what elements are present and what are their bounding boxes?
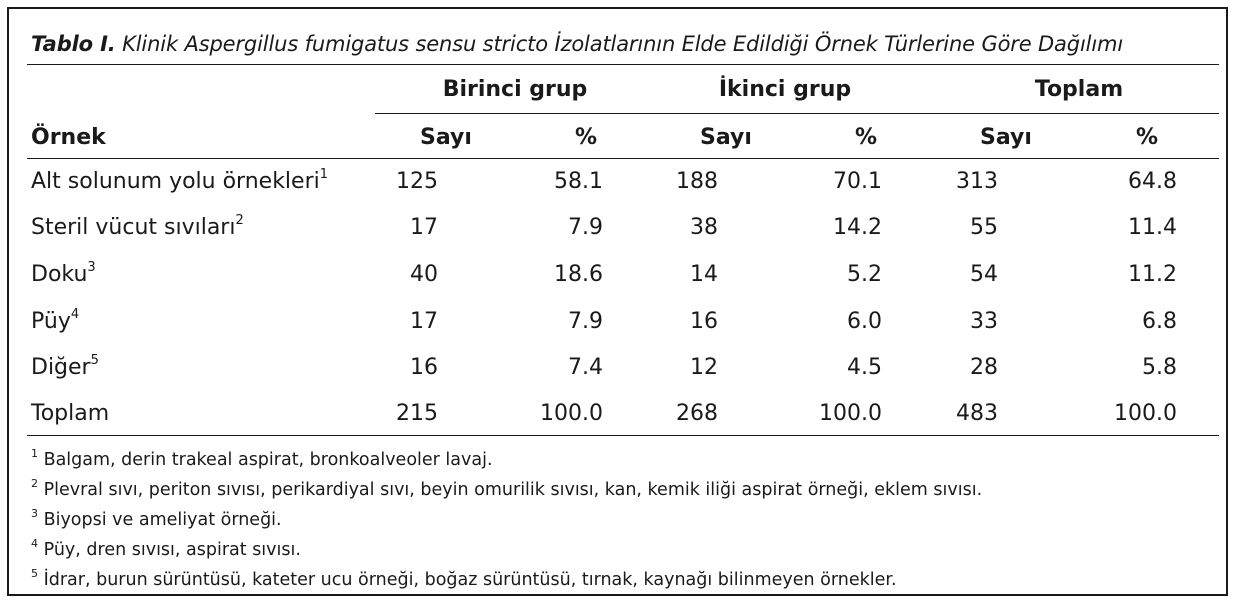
footnote — [31, 507, 282, 530]
table-cell: 17 — [410, 309, 438, 334]
row-label-text: Alt solunum yolu örnekleri — [31, 169, 320, 194]
bottom-rule — [27, 435, 1219, 436]
footnote-marker: 4 — [70, 307, 80, 322]
table-cell: 11.4 — [1128, 215, 1177, 240]
table-cell: 100.0 — [1114, 401, 1177, 426]
table-cell: 64.8 — [1128, 169, 1177, 194]
table-cell: 17 — [410, 215, 438, 240]
footnote-text: Püy, dren sıvısı, aspirat sıvısı. — [43, 540, 301, 560]
group-header-2: İkinci grup — [718, 77, 852, 102]
table-cell: 11.2 — [1128, 262, 1177, 287]
footnote-marker: 3 — [87, 260, 96, 275]
footnote — [31, 567, 897, 590]
footnote — [31, 447, 493, 470]
footnote-text: Balgam, derin trakeal aspirat, bronkoalveoler lavaj. — [43, 450, 493, 470]
table-frame — [7, 7, 1228, 596]
table-cell: 7.9 — [568, 309, 603, 334]
row-label-text: Doku — [31, 262, 88, 287]
row-label — [31, 169, 328, 194]
table-cell: 215 — [396, 401, 438, 426]
footnote-number: 5 — [31, 567, 38, 580]
table-cell: 4.5 — [847, 355, 882, 380]
footnote-number: 1 — [31, 447, 38, 460]
table-cell: 7.9 — [568, 215, 603, 240]
table-title — [31, 32, 1123, 56]
footnote-text: İdrar, burun sürüntüsü, kateter ucu örneği, boğaz sürüntüsü, tırnak, kaynağı bilinmeyen örnekler. — [43, 570, 897, 590]
table-cell: 268 — [676, 401, 718, 426]
footnote — [31, 537, 301, 560]
table-cell: 5.8 — [1142, 355, 1177, 380]
footnote-text: Biyopsi ve ameliyat örneği. — [43, 510, 282, 530]
table-cell: 12 — [690, 355, 718, 380]
table-cell: 14.2 — [833, 215, 882, 240]
table-cell: 6.0 — [847, 309, 882, 334]
sub-header-pct-1: % — [574, 125, 598, 150]
row-label — [31, 215, 244, 240]
row-label-text: Steril vücut sıvıları — [31, 215, 236, 240]
group-header-1: Birinci grup — [442, 77, 588, 102]
table-cell: 38 — [690, 215, 718, 240]
table-cell: 313 — [956, 169, 998, 194]
group-header-3: Toplam — [1034, 77, 1124, 102]
table-cell: 100.0 — [819, 401, 882, 426]
table-cell: 7.4 — [568, 355, 603, 380]
table-cell: 6.8 — [1142, 309, 1177, 334]
table-cell: 14 — [690, 262, 718, 287]
footnote-marker: 5 — [90, 353, 99, 368]
table-cell: 5.2 — [847, 262, 882, 287]
table-cell: 100.0 — [540, 401, 603, 426]
footnote-marker: 2 — [235, 213, 244, 228]
sub-header-count-3: Sayı — [980, 125, 1032, 150]
table-cell: 40 — [410, 262, 438, 287]
footnote-number: 3 — [31, 507, 38, 520]
header-rule — [27, 158, 1219, 159]
footnote-number: 4 — [31, 537, 38, 550]
table-cell: 54 — [970, 262, 998, 287]
table-cell: 33 — [970, 309, 998, 334]
row-label-header: Örnek — [31, 125, 106, 150]
table-cell: 58.1 — [554, 169, 603, 194]
row-label-text: Püy — [31, 309, 71, 334]
table-title-label: Tablo I. — [31, 32, 116, 56]
table-cell: 55 — [970, 215, 998, 240]
table-cell: 28 — [970, 355, 998, 380]
table-cell: 16 — [690, 309, 718, 334]
sub-header-count-1: Sayı — [420, 125, 472, 150]
group-header-rule — [375, 113, 1219, 114]
table-cell: 188 — [676, 169, 718, 194]
row-label-text: Diğer — [31, 355, 91, 380]
row-label — [31, 262, 96, 287]
row-label-text: Toplam — [31, 401, 110, 426]
row-label — [31, 401, 109, 426]
footnote — [31, 477, 983, 500]
table-cell: 18.6 — [554, 262, 603, 287]
table-title-text: Klinik Aspergillus fumigatus sensu stricto İzolatlarının Elde Edildiği Örnek Türlerine Göre Dağılımı — [122, 32, 1124, 56]
top-rule — [27, 64, 1219, 65]
row-label — [31, 355, 99, 380]
sub-header-pct-2: % — [854, 125, 878, 150]
row-label — [31, 309, 79, 334]
footnote-marker: 1 — [319, 167, 329, 182]
sub-header-count-2: Sayı — [700, 125, 752, 150]
sub-header-pct-3: % — [1135, 125, 1159, 150]
table-cell: 16 — [410, 355, 438, 380]
footnote-number: 2 — [31, 477, 38, 490]
footnote-text: Plevral sıvı, periton sıvısı, perikardiyal sıvı, beyin omurilik sıvısı, kan, kemik iliği aspirat örneği, eklem sıvısı. — [43, 480, 983, 500]
table-cell: 125 — [396, 169, 438, 194]
table-cell: 70.1 — [833, 169, 882, 194]
table-cell: 483 — [956, 401, 998, 426]
